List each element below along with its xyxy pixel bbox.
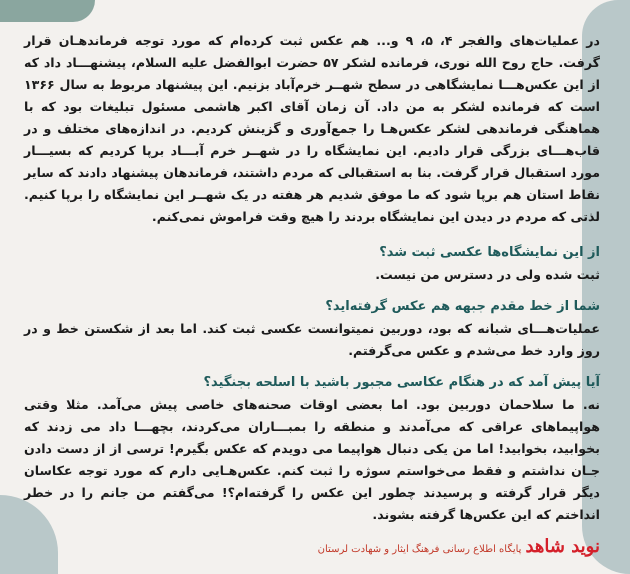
question-2: شما از خط مقدم جبهه هم عکس گرفته‌اید؟: [325, 299, 600, 314]
answer-1: ثبت شده ولی در دسترس من نیست.: [375, 267, 600, 282]
intro-paragraph: در عملیات‌های والفجر ۴، ۵، ۹ و... هم عکس ثبت کرده‌ام که مورد توجه فرماندهـان قرار گرفت. حاج روح الله نوری، فرمانده لشکر ۵۷ حضرت ابوالفضل علیه السلام، پیشنهـــاد داد که از این عکس‌هـــا نمایشگاهی در سطح شهــر خرم‌آباد بزنیم. این پیشنهاد مربوط به سال ۱۳۶۶ است که فرمانده لشکر به من داد. آن زمان آقای اکبر هاشمی مسئول تبلیغات بود که با هماهنگی فرماندهی لشکر عکس‌هـا را جمع‌آوری و گزینش کردیم. در اندازه‌های مختلف و در قاب‌هـــای بزرگی قرار دادیم. این نمایشگاه را در شهــر خرم آبـــاد برپا کردیم که بسیـــار مورد استقبال قرار گرفت. بنا به استقبالی که مردم داشتند، فرماندهان پیشنهاد دادند که سایر نقاط استان هم برپا شود که ما موفق شدیم هر هفته در یک شهــر این نمایشگاه را برپا کنیم. لذتی که مردم در دیدن این نمایشگاه بردند را هیچ وقت فراموش نمی‌کنم.: [24, 33, 600, 224]
question-3: آیا پیش آمد که در هنگام عکاسی مجبور باشید با اسلحه بجنگید؟: [203, 375, 600, 390]
article-body: [24, 30, 600, 526]
navid-shahed-logo: [24, 536, 600, 558]
logo-mark: نوید شاهد: [525, 536, 600, 557]
answer-3: نه. ما سلاحمان دوربین بود. اما بعضی اوقات صحنه‌های خاصی پیش می‌آمد. مثلا وقتی هواپیماهای عراقی که می‌آمدند و منطقه را بمبـــاران می‌کردند، بچهـــا داد می زدند که بخوابید، بخوابید! اما من یکی دنبال هواپیما می دویدم که عکس بگیرم! ترسی از از دست دادن جـان نداشتم و فقط می‌خواستم سوژه را ثبت کنم. عکس‌هـایی دارم که مورد توجه عکاسان دیگر قرار گرفته و پرسیدند چطور این عکس را گرفته‌ام؟! می‌گفتم من جانم را در خطر انداختم که این عکس‌ها گرفته بشوند.: [24, 397, 600, 522]
answer-2: عملیات‌هـــای شبانه که بود، دوربین نمیتوانست عکسی ثبت کند. اما بعد از شکستن خط و در روز وارد خط می‌شدم و عکس می‌گرفتم.: [24, 321, 600, 358]
question-1: از این نمایشگاه‌ها عکسی ثبت شد؟: [379, 245, 600, 260]
logo-text: پایگاه اطلاع رسانی فرهنگ ایثار و شهادت لرستان: [317, 544, 522, 555]
